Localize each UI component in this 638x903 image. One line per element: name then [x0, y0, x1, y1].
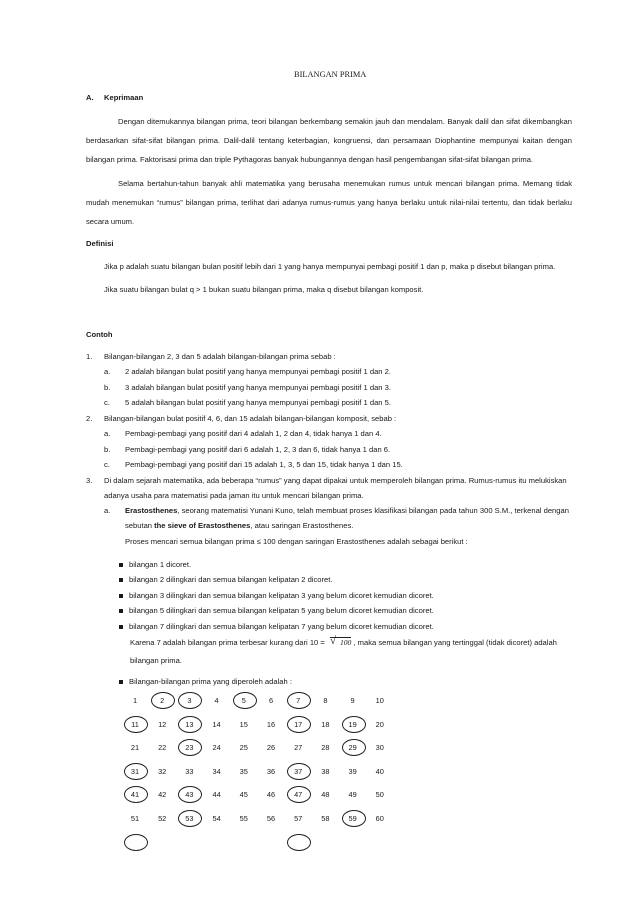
contoh-heading: Contoh: [86, 330, 113, 339]
prime-circle-icon: [287, 786, 311, 803]
paragraph-keprimaan-1: Dengan ditemukannya bilangan prima, teori bilangan berkembang semakin jauh dan mendalam. Banyak dalil dan sifat dikembangkan berdasarkan sifat-sifat bilangan prima. Dalil-dalil tentang keterbagian, kongruensi, dan persamaan Diophantine mempunyai kaitan dengan bilangan prima. Faktorisasi prima dan triple Pythagoras banyak hubungannya dengan hasil pengembangan sifat-sifat bilangan prima.: [86, 117, 572, 164]
grid-number-58: 58: [321, 814, 330, 823]
grid-number-52: 52: [158, 814, 167, 823]
grid-number-54: 54: [212, 814, 221, 823]
prime-circle-icon: [287, 716, 311, 733]
process-prefix: Proses mencari semua bilangan prima: [125, 537, 257, 546]
grid-number-59: 59: [348, 814, 357, 823]
contoh-1c-marker: c.: [104, 398, 110, 407]
grid-number-2: 2: [160, 696, 165, 705]
paragraph-keprimaan-2: Selama bertahun-tahun banyak ahli matematika yang berusaha menemukan rumus untuk mencari bilangan prima. Memang tidak mudah menemukan “rumus” bilangan prima, terlihat dari adanya rumus-rumus yang hanya berlaku untuk nilai-nilai tertentu, dan tidak berlaku secara umum.: [86, 179, 572, 226]
section-a-heading: Keprimaan: [104, 93, 144, 102]
grid-number-43: 43: [185, 790, 194, 800]
contoh-1a-marker: a.: [104, 367, 111, 376]
grid-number-29: 29: [348, 743, 357, 753]
grid-number-41: 41: [130, 790, 140, 800]
contoh-2c: Pembagi-pembagi yang positif dari 15 adalah 1, 3, 5 dan 15, tidak hanya 1 dan 15.: [125, 460, 403, 469]
definisi-prima: Jika p adalah suatu bilangan bulan positif lebih dari 1 yang hanya mempunyai pembagi positif 1 dan p, maka p disebut bilangan prima.: [104, 262, 556, 271]
contoh-2b: Pembagi-pembagi yang positif dari 6 adalah 1, 2, 3 dan 6, tidak hanya 1 dan 6.: [125, 445, 391, 454]
prime-circle-icon: [342, 739, 366, 756]
contoh-1b: 3 adalah bilangan bulat positif yang hanya mempunyai pembagi positif 1 dan 3.: [125, 383, 391, 392]
grid-number-30: 30: [375, 743, 384, 753]
grid-number-7: 7: [296, 696, 301, 705]
definisi-komposit: Jika suatu bilangan bulat q > 1 bukan suatu bilangan prima, maka q disebut bilangan komposit.: [104, 285, 424, 294]
contoh-item-2: Bilangan-bilangan bulat positif 4, 6, dan 15 adalah bilangan-bilangan komposit, sebab :: [104, 414, 397, 423]
grid-number-8: 8: [323, 696, 328, 705]
grid-number-24: 24: [212, 743, 221, 753]
prime-circle-icon: [124, 716, 148, 733]
sieve-suffix: , atau saringan Erastosthenes.: [250, 521, 354, 530]
grid-number-25: 25: [239, 743, 248, 753]
prime-circle-icon: [178, 786, 202, 803]
grid-number-38: 38: [321, 766, 330, 776]
grid-number-27: 27: [294, 743, 303, 753]
sqrt-value: 100: [339, 638, 352, 647]
grid-number-20: 20: [375, 719, 384, 729]
contoh-1a: 2 adalah bilangan bulat positif yang hanya mempunyai pembagi positif 1 dan 2.: [125, 367, 391, 376]
grid-number-55: 55: [239, 814, 248, 823]
section-a-marker: A.: [86, 93, 94, 102]
grid-number-15: 15: [239, 719, 248, 729]
grid-number-35: 35: [239, 766, 248, 776]
grid-number-51: 51: [130, 814, 140, 823]
grid-number-1: 1: [132, 696, 138, 705]
grid-number-40: 40: [375, 766, 384, 776]
document-title: BILANGAN PRIMA: [294, 70, 367, 79]
grid-number-5: 5: [241, 696, 246, 705]
grid-number-53: 53: [185, 814, 194, 823]
grid-number-46: 46: [266, 790, 276, 800]
grid-number-39: 39: [348, 766, 357, 776]
sieve-step-1-text: bilangan 1 dicoret.: [129, 560, 192, 569]
grid-number-18: 18: [321, 719, 330, 729]
contoh-item-3-line-1: Di dalam sejarah matematika, ada beberapa “rumus” yang dapat dipakai untuk memperoleh bilangan prima. Rumus-rumus itu melukiskan: [104, 476, 567, 485]
grid-number-28: 28: [321, 743, 330, 753]
grid-number-37: 37: [294, 766, 303, 776]
prime-circle-icon: [233, 692, 257, 709]
grid-number-34: 34: [212, 766, 221, 776]
grid-number-57: 57: [294, 814, 303, 823]
grid-number-33: 33: [185, 766, 194, 776]
grid-number-32: 32: [158, 766, 167, 776]
prime-circle-icon: [342, 810, 366, 827]
grid-number-11: 11: [131, 719, 139, 729]
grid-number-48: 48: [321, 790, 330, 800]
grid-number-49: 49: [348, 790, 357, 800]
prime-circle-icon: [287, 692, 311, 709]
grid-number-4: 4: [214, 696, 219, 705]
grid-number-22: 22: [158, 743, 167, 753]
erastosthenes-line-1-rest: , seorang matematisi Yunani Kuno, telah membuat proses klasifikasi bilangan pada tahun 300 S.M., terkenal dengan: [177, 506, 569, 515]
karena-line-2: bilangan prima.: [130, 656, 182, 665]
grid-number-14: 14: [212, 719, 221, 729]
grid-number-9: 9: [350, 696, 355, 705]
contoh-2a-marker: a.: [104, 429, 111, 438]
grid-number-13: 13: [185, 719, 194, 729]
diperoleh-text: Bilangan-bilangan prima yang diperoleh adalah :: [129, 677, 292, 686]
contoh-item-1: Bilangan-bilangan 2, 3 dan 5 adalah bilangan-bilangan prima sebab :: [104, 352, 336, 361]
definisi-heading: Definisi: [86, 239, 114, 248]
process-suffix: 100 dengan saringan Erastosthenes adalah sebagai berikut :: [260, 537, 468, 546]
grid-number-60: 60: [375, 814, 384, 823]
grid-number-16: 16: [266, 719, 276, 729]
prime-circle-icon: [124, 786, 148, 803]
grid-number-47: 47: [294, 790, 303, 800]
prime-circle-icon: [178, 692, 202, 709]
sieve-step-2-text: bilangan 2 dilingkari dan semua bilangan kelipatan 2 dicoret.: [129, 575, 333, 584]
karena-prefix: Karena 7 adalah bilangan prima terbesar kurang dari 10 =: [130, 638, 327, 647]
prime-circle-icon: [287, 763, 311, 780]
sieve-step-3-text: bilangan 3 dilingkari dan semua bilangan kelipatan 3 yang belum dicoret kemudian dicoret.: [129, 591, 434, 600]
sieve-step-4-text: bilangan 5 dilingkari dan semua bilangan kelipatan 5 yang belum dicoret kemudian dicoret.: [129, 606, 434, 615]
grid-number-26: 26: [266, 743, 276, 753]
contoh-item-2-marker: 2.: [86, 414, 93, 423]
contoh-2a: Pembagi-pembagi yang positif dari 4 adalah 1, 2 dan 4, tidak hanya 1 dan 4.: [125, 429, 382, 438]
grid-number-23: 23: [185, 743, 194, 753]
contoh-2c-marker: c.: [104, 460, 110, 469]
grid-number-31: 31: [130, 766, 140, 776]
grid-number-45: 45: [239, 790, 248, 800]
prime-circle-icon: [151, 692, 175, 709]
erastosthenes-name: Erastosthenes: [125, 506, 178, 515]
grid-number-44: 44: [212, 790, 221, 800]
radical-icon: √: [329, 635, 336, 647]
grid-number-36: 36: [266, 766, 276, 776]
grid-number-56: 56: [266, 814, 276, 823]
contoh-2b-marker: b.: [104, 445, 111, 454]
sieve-prefix: sebutan: [125, 521, 155, 530]
prime-circle-icon: [178, 739, 202, 756]
leq-symbol: ≤: [256, 537, 261, 546]
contoh-item-3-line-2: adanya usaha para matematisi pada jaman itu untuk mencari bilangan prima.: [104, 491, 364, 500]
contoh-item-3-marker: 3.: [86, 476, 93, 485]
prime-circle-icon: [124, 763, 148, 780]
prime-circle-icon: [124, 834, 148, 851]
contoh-1b-marker: b.: [104, 383, 111, 392]
grid-number-6: 6: [268, 696, 274, 705]
grid-number-50: 50: [375, 790, 384, 800]
sieve-name: the sieve of Erastosthenes: [154, 521, 251, 530]
grid-number-12: 12: [158, 719, 167, 729]
grid-number-19: 19: [348, 719, 357, 729]
grid-number-3: 3: [187, 696, 192, 705]
prime-circle-icon: [287, 834, 311, 851]
prime-circle-icon: [178, 716, 202, 733]
contoh-item-1-marker: 1.: [86, 352, 93, 361]
contoh-3a-marker: a.: [104, 506, 111, 515]
grid-number-10: 10: [375, 696, 384, 705]
prime-circle-icon: [342, 716, 366, 733]
prime-circle-icon: [178, 810, 202, 827]
sieve-step-5-text: bilangan 7 dilingkari dan semua bilangan kelipatan 7 yang belum dicoret kemudian dicoret.: [129, 622, 434, 631]
grid-number-42: 42: [158, 790, 167, 800]
karena-suffix: , maka semua bilangan yang tertinggal (tidak dicoret) adalah: [351, 638, 557, 647]
grid-number-21: 21: [130, 743, 140, 753]
grid-number-17: 17: [294, 719, 303, 729]
contoh-1c: 5 adalah bilangan bulat positif yang hanya mempunyai pembagi positif 1 dan 5.: [125, 398, 391, 407]
